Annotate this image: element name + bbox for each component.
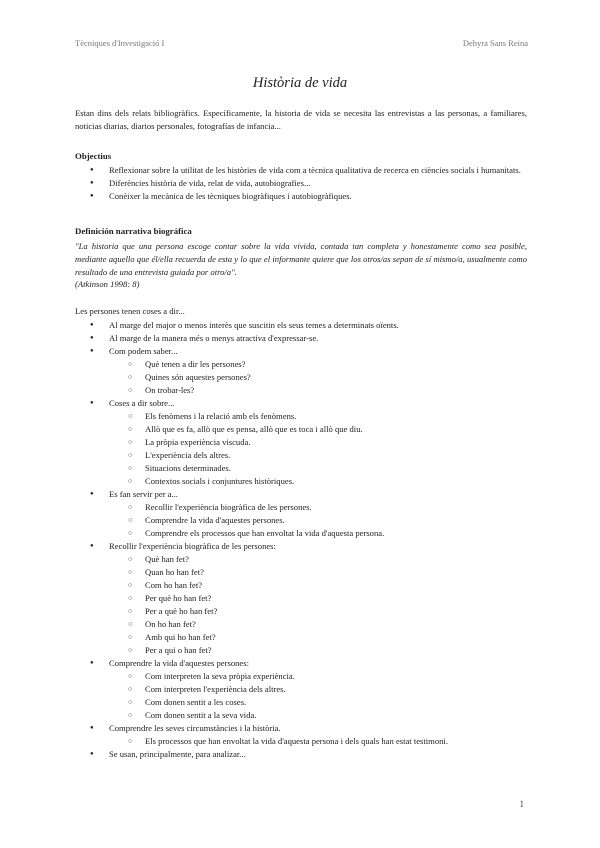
objectius-heading: Objectius [75,151,112,161]
personas-lead: Les persones tenen coses a dir... [75,306,185,316]
sub-list-item: ○ Contextos socials i conjuntures històriques. [75,475,527,488]
sub-list-item: ○ Què han fet? [75,553,527,566]
sub-list-item: ○ Què tenen a dir les persones? [75,358,527,371]
list-item: ● Se usan, principalmente, para analizar... [75,748,527,761]
sub-list-item: ○ La pròpia experiència viscuda. [75,436,527,449]
header-author: Dehyra Sans Reina [462,38,528,48]
sub-list-item: ○ Per a qui o han fet? [75,644,527,657]
list-item: ● Comprendre la vida d'aquestes persones: [75,657,527,670]
sub-list-item: ○ Situacions determinades. [75,462,527,475]
sub-list-item: ○ Recollir l'experiència biogràfica de les persones. [75,501,527,514]
page-title: Història de vida [252,75,348,91]
definicion-citation: (Atkinson 1998: 8) [75,279,140,289]
sub-list-item: ○ Quan ho han fet? [75,566,527,579]
sub-list-item: ○ Com donen sentit a la seva vida. [75,709,527,722]
sub-list-item: ○ Com interpreten l'experiència dels altres. [75,683,527,696]
intro-paragraph: Estan dins dels relats bibliogràfics. Específicamente, la historia de vida se necesita las entrevistas a las personas, a familiares, noticias diarias, diarios personales, fotografías de infancia... [75,108,527,131]
sub-list-item: ○ Allò que es fa, allò que es pensa, allò que es toca i allò que diu. [75,423,527,436]
sub-list-item: ○ Com interpreten la seva pròpia experiència. [75,670,527,683]
definicion-heading: Definición narrativa biográfica [75,226,192,236]
sub-list-item: ○ Com ho han fet? [75,579,527,592]
sub-list-item: ○ Els fenòmens i la relació amb els fenòmens. [75,410,527,423]
sub-list-item: ○ Comprendre la vida d'aquestes persones. [75,514,527,527]
list-item: ● Com podem saber... [75,345,527,358]
sub-list-item: ○ Quines són aquestes persones? [75,371,527,384]
list-item: ● Conèixer la mecànica de les tècniques biogràfiques i autobiogràfiques. [75,190,527,203]
sub-list-item: ○ Comprendre els processos que han envoltat la vida d'aquesta persona. [75,527,527,540]
list-item: ● Reflexionar sobre la utilitat de les històries de vida com a tècnica qualitativa de recerca en ciències socials i humanitats. [75,164,527,177]
sub-list-item: ○ Els processos que han envoltat la vida d'aquesta persona i dels quals han estat testimoni. [75,735,527,748]
sub-list-item: ○ Com donen sentit a les coses. [75,696,527,709]
list-item: ● Comprendre les seves circumstàncies i la història. [75,722,527,735]
list-item: ● Al marge del major o menos interès que suscitin els seus temes a determinats oïents. [75,319,527,332]
list-item: ● Al marge de la manera més o menys atractiva d'expressar-se. [75,332,527,345]
sub-list-item: ○ Per què ho han fet? [75,592,527,605]
sub-list-item: ○ Amb qui ho han fet? [75,631,527,644]
sub-list-item: ○ On ho han fet? [75,618,527,631]
sub-list-item: ○ Per a què ho han fet? [75,605,527,618]
list-item: ● Coses a dir sobre... [75,397,527,410]
sub-list-item: ○ L'experiència dels altres. [75,449,527,462]
definicion-quote: "La historia que una persona escoge contar sobre la vida vivida, contada tan completa y honestamente como sea posible, mediante aquello que él/ella recuerda de esta y lo que el informante quiere que los otros/as sepan de sí mismo/a, usualmente como resultado de una entrevista guiada por otro/a". [75,241,527,277]
sub-list-item: ○ On trobar-les? [75,384,527,397]
list-item: ● Diferències història de vida, relat de vida, autobiografies... [75,177,527,190]
objectius-list [75,164,527,203]
list-item: ● Es fan servir per a... [75,488,527,501]
page-number: 1 [519,799,524,809]
personas-list [75,319,527,761]
list-item: ● Recollir l'experiència biogràfica de les persones: [75,540,527,553]
header-course: Tècniques d'Investigació I [75,38,165,48]
